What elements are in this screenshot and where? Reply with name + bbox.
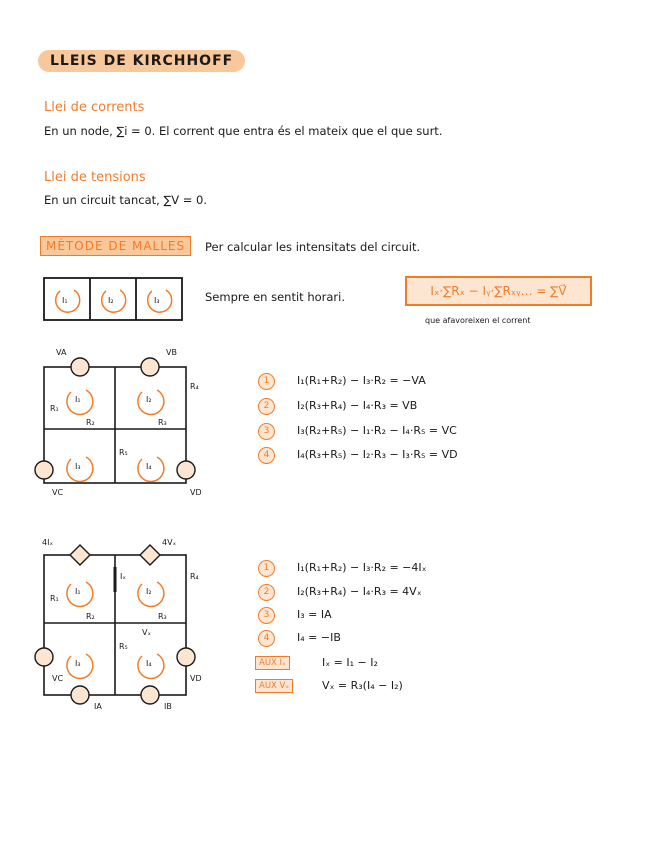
- currents-heading: Llei de corrents: [44, 100, 145, 115]
- c2-eq3-number: 3: [258, 607, 275, 624]
- label-r5: R₅: [119, 448, 128, 457]
- voltages-heading: Llei de tensions: [44, 170, 146, 185]
- label-ia: IA: [94, 702, 102, 711]
- box-label-2: I₂: [108, 296, 114, 305]
- circuit-1-diagram: [28, 345, 218, 505]
- label-r2: R₂: [86, 612, 95, 621]
- currents-text: En un node, ∑i = 0. El corrent que entra és el mateix que el que surt.: [44, 124, 443, 138]
- c2-eq3-text: I₃ = IA: [297, 608, 332, 621]
- meshes-text: Per calcular les intensitats del circuit.: [205, 240, 421, 254]
- source-vd-icon: [177, 648, 195, 666]
- page-title: LLEIS DE KIRCHHOFF: [38, 50, 245, 72]
- label-vc: VC: [52, 674, 64, 683]
- circuit-2-diagram: [28, 537, 218, 712]
- c2-eq1-number: 1: [258, 560, 275, 577]
- label-i4: I₄: [146, 659, 152, 668]
- c2-eq2-text: I₂(R₃+R₄) − I₄·R₃ = 4Vₓ: [297, 585, 422, 598]
- eq3-text: I₃(R₂+R₅) − I₁·R₂ − I₄·R₅ = VC: [297, 424, 457, 437]
- aux-vx-text: Vₓ = R₃(I₄ − I₂): [322, 679, 403, 692]
- c2-eq4-number: 4: [258, 630, 275, 647]
- label-i2: I₂: [146, 587, 152, 596]
- eq4-text: I₄(R₃+R₅) − I₂·R₃ − I₃·R₅ = VD: [297, 448, 458, 461]
- label-r4: R₄: [190, 572, 199, 581]
- label-vc: VC: [52, 488, 64, 497]
- dependent-source-a-icon: [70, 545, 90, 565]
- label-r4: R₄: [190, 382, 199, 391]
- label-va: VA: [56, 348, 67, 357]
- current-source-a-icon: [71, 686, 89, 704]
- c2-eq1-text: I₁(R₁+R₂) − I₃·R₂ = −4Iₓ: [297, 561, 427, 574]
- voltages-text: En un circuit tancat, ∑V = 0.: [44, 193, 207, 207]
- label-i4: I₄: [146, 462, 152, 471]
- direction-note: Sempre en sentit horari.: [205, 290, 346, 304]
- aux-ix-tag: AUX Iₓ: [255, 656, 290, 670]
- label-src-b: 4Vₓ: [162, 538, 177, 547]
- label-i3: I₃: [75, 659, 81, 668]
- formula-note: que afavoreixen el corrent: [425, 316, 531, 325]
- label-r3: R₃: [158, 612, 167, 621]
- label-vx: Vₓ: [142, 628, 152, 637]
- label-r5: R₅: [119, 642, 128, 651]
- aux-ix-text: Iₓ = I₁ − I₂: [322, 656, 378, 669]
- label-i2: I₂: [146, 395, 152, 404]
- label-vd: VD: [190, 488, 202, 497]
- source-va-icon: [71, 358, 89, 376]
- aux-vx-tag: AUX Vₓ: [255, 679, 293, 693]
- c2-eq2-number: 2: [258, 584, 275, 601]
- label-src-a: 4Iₓ: [42, 538, 53, 547]
- box-label-1: I₁: [62, 296, 68, 305]
- c2-eq4-text: I₄ = −IB: [297, 631, 341, 644]
- label-r1: R₁: [50, 404, 59, 413]
- current-source-b-icon: [141, 686, 159, 704]
- eq3-number: 3: [258, 423, 275, 440]
- label-vd: VD: [190, 674, 202, 683]
- box-label-3: I₃: [154, 296, 160, 305]
- label-i3: I₃: [75, 462, 81, 471]
- source-vb-icon: [141, 358, 159, 376]
- source-vc-icon: [35, 648, 53, 666]
- eq2-number: 2: [258, 398, 275, 415]
- eq4-number: 4: [258, 447, 275, 464]
- eq2-text: I₂(R₃+R₄) − I₄·R₃ = VB: [297, 399, 418, 412]
- mesh-boxes-diagram: [44, 278, 184, 322]
- label-vb: VB: [166, 348, 177, 357]
- label-ib: IB: [164, 702, 172, 711]
- eq1-number: 1: [258, 373, 275, 390]
- label-r3: R₃: [158, 418, 167, 427]
- eq1-text: I₁(R₁+R₂) − I₃·R₂ = −VA: [297, 374, 426, 387]
- source-vc-icon: [35, 461, 53, 479]
- meshes-heading: MÈTODE DE MALLES: [40, 236, 191, 256]
- label-r2: R₂: [86, 418, 95, 427]
- label-i1: I₁: [75, 587, 81, 596]
- label-r1: R₁: [50, 594, 59, 603]
- label-ix: Iₓ: [120, 572, 126, 581]
- source-vd-icon: [177, 461, 195, 479]
- mesh-formula: Iₓ·∑Rₓ − Iᵧ·∑Rₓᵧ… = ∑V⃗: [405, 276, 592, 306]
- label-i1: I₁: [75, 395, 81, 404]
- dependent-source-b-icon: [140, 545, 160, 565]
